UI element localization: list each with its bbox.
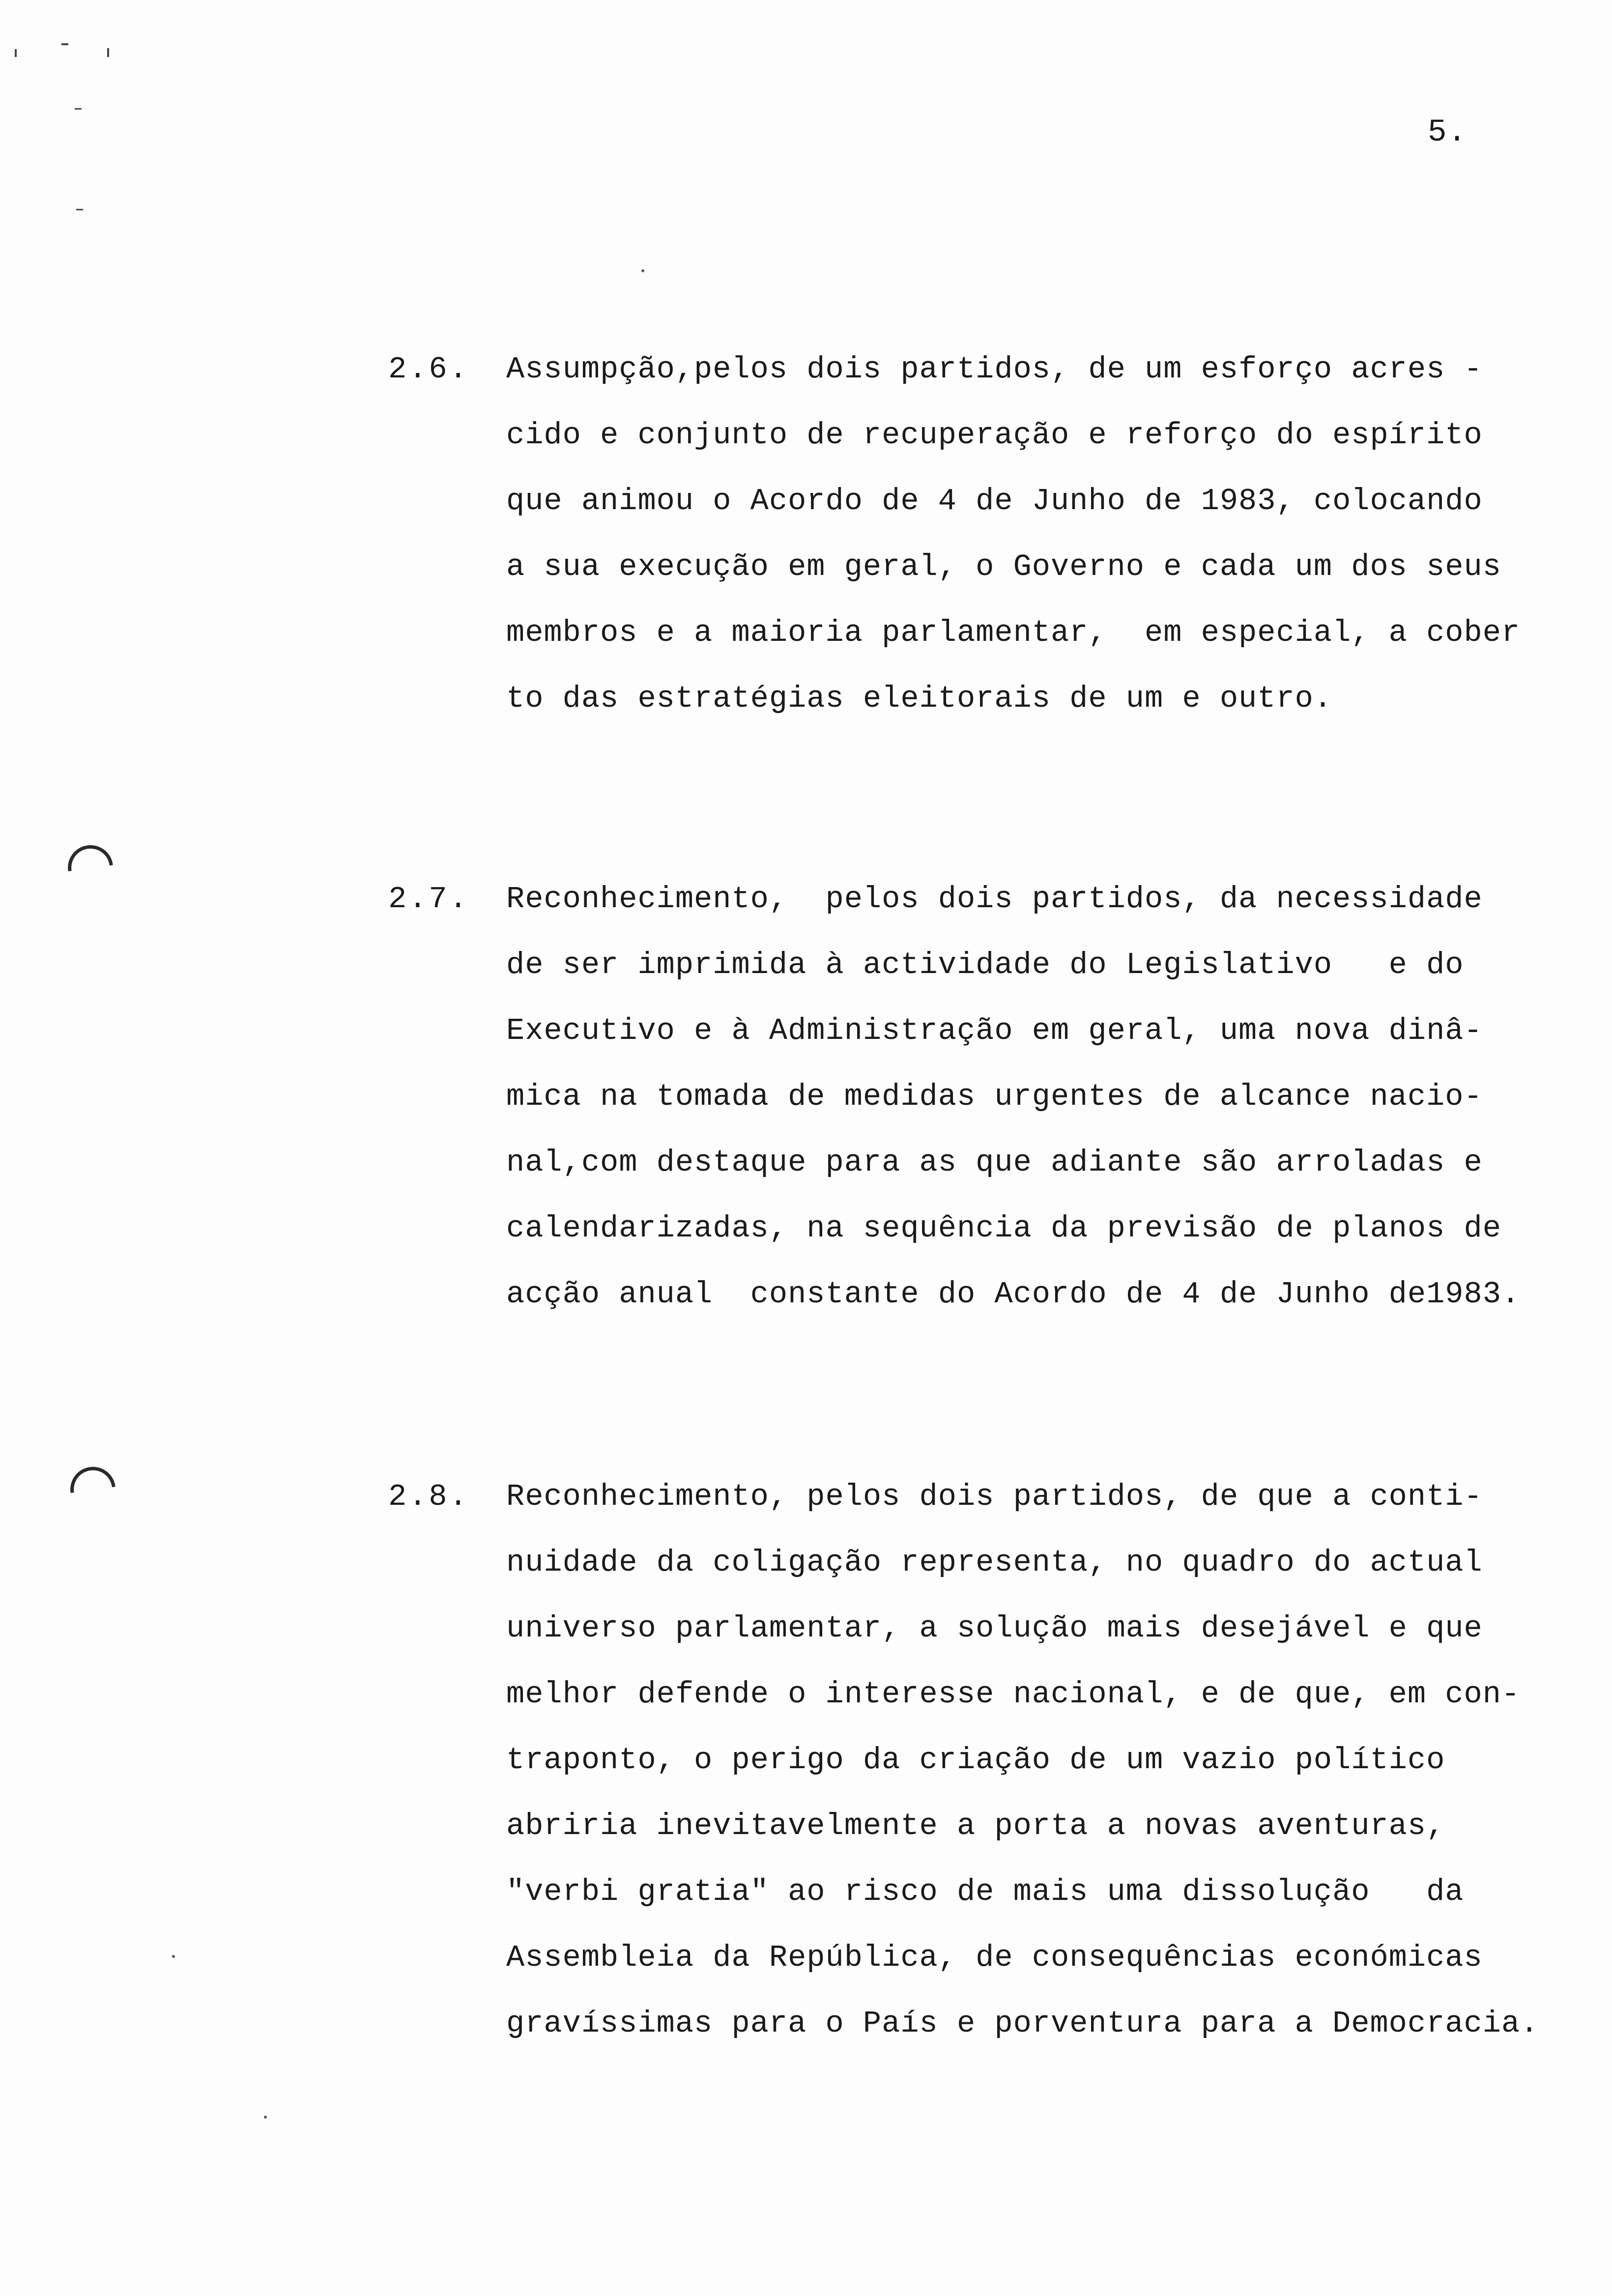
text-line: Executivo e à Administração em geral, uma nova dinâ- (506, 1013, 1483, 1048)
text-line: cido e conjunto de recuperação e reforço do espírito (506, 418, 1483, 453)
section-text (506, 880, 1602, 1341)
text-line: traponto, o perigo da criação de um vazio político (506, 1743, 1445, 1778)
text-line: acção anual constante do Acordo de 4 de Junho de1983. (506, 1277, 1521, 1312)
text-line: melhor defende o interesse nacional, e de que, em con- (506, 1677, 1521, 1712)
text-line: Assembleia da República, de consequências económicas (506, 1940, 1483, 1975)
text-line: a sua execução em geral, o Governo e cada um dos seus (506, 549, 1501, 584)
scan-speck (15, 49, 17, 57)
scan-speck (107, 48, 109, 57)
punch-hole-arc (67, 1464, 115, 1493)
text-line: Reconhecimento, pelos dois partidos, da necessidade (506, 882, 1483, 917)
scan-speck (75, 108, 82, 110)
text-line: universo parlamentar, a solução mais desejável e que (506, 1611, 1483, 1646)
scan-speck (76, 209, 83, 210)
text-line: "verbi gratia" ao risco de mais uma dissolução da (506, 1874, 1464, 1909)
scan-speck (264, 2116, 267, 2119)
page-number: 5. (1428, 115, 1468, 150)
punch-hole-arc (65, 842, 113, 871)
section-text (506, 1477, 1602, 2070)
section-text (506, 350, 1602, 745)
section-number: 2.7. (388, 882, 469, 917)
scan-speck (172, 1955, 175, 1958)
scan-speck (641, 269, 644, 272)
text-line: abriria inevitavelmente a porta a novas aventuras, (506, 1808, 1445, 1843)
section-number: 2.8. (388, 1479, 469, 1514)
text-line: que animou o Acordo de 4 de Junho de 1983, colocando (506, 484, 1483, 518)
text-line: nal,com destaque para as que adiante são arroladas e (506, 1145, 1483, 1180)
scan-speck (61, 43, 68, 45)
text-line: Reconhecimento, pelos dois partidos, de que a conti- (506, 1479, 1483, 1514)
text-line: to das estratégias eleitorais de um e outro. (506, 681, 1333, 716)
text-line: nuidade da coligação representa, no quadro do actual (506, 1545, 1483, 1580)
text-line: calendarizadas, na sequência da previsão de planos de (506, 1211, 1501, 1246)
text-line: gravíssimas para o País e porventura para a Democracia. (506, 2006, 1539, 2041)
text-line: membros e a maioria parlamentar, em especial, a cober (506, 615, 1521, 650)
text-line: mica na tomada de medidas urgentes de alcance nacio- (506, 1079, 1483, 1114)
section-number: 2.6. (388, 352, 469, 387)
text-line: Assumpção,pelos dois partidos, de um esforço acres - (506, 352, 1483, 387)
text-line: de ser imprimida à actividade do Legislativo e do (506, 947, 1464, 982)
